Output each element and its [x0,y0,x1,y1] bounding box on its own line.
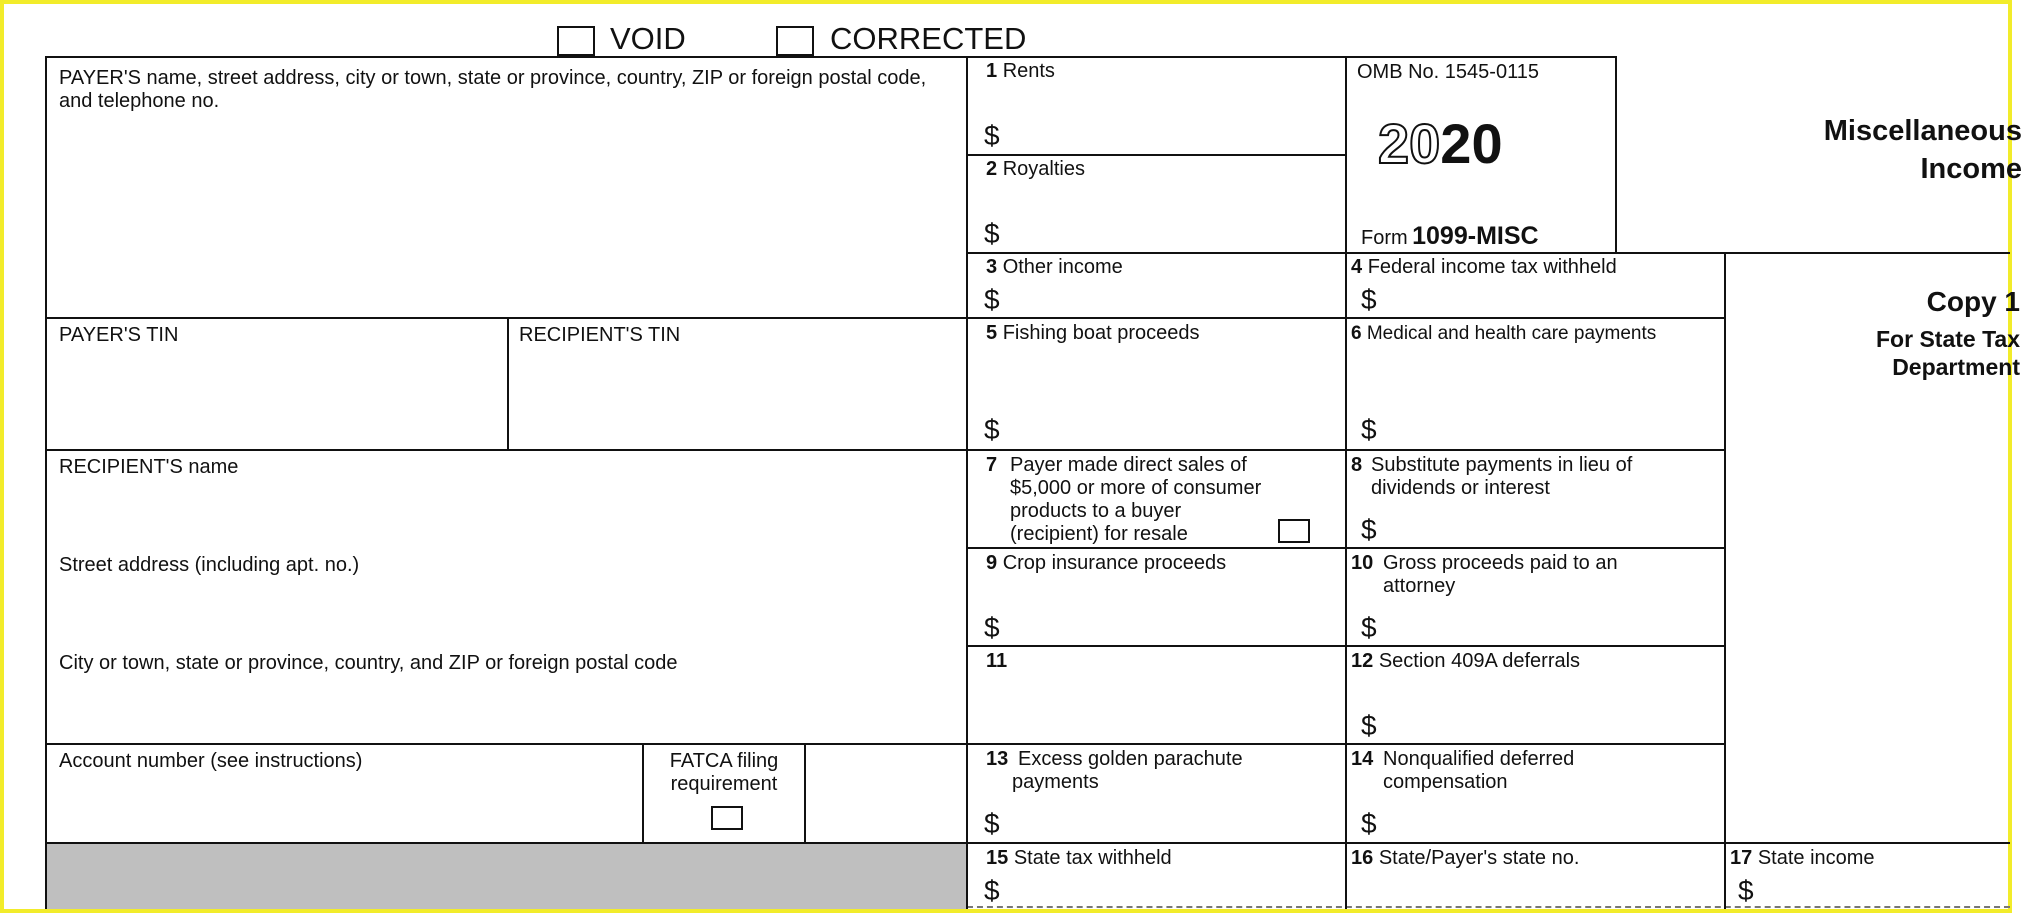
box-10-dollar: $ [1361,612,1377,643]
recipient-name-label: RECIPIENT'S name [59,456,239,478]
rule [1615,56,1617,254]
box-15-label: 15 State tax withheld [986,847,1172,869]
rule [45,842,2010,844]
box-9-dollar: $ [984,612,1000,643]
fatca-label [649,750,799,796]
box-1-label: 1 Rents [986,60,1055,82]
box-3-label: 3 Other income [986,256,1123,278]
box-7-line3: products to a buyer [1010,500,1182,522]
rule [804,743,806,844]
rule [507,317,509,451]
box-12-label: 12 Section 409A deferrals [1351,650,1581,672]
box-15-dollar: $ [984,875,1000,906]
box-13-label: 13 Excess golden parachute [986,748,1243,770]
rule [45,317,1725,319]
box-14-label: 14 Nonqualified deferred [1351,748,1575,770]
box-8-label: 8 Substitute payments in lieu of [1351,454,1633,476]
form-title-line2: Income [1920,153,2022,185]
box-4-dollar: $ [1361,284,1377,315]
box-12-dollar: $ [1361,710,1377,741]
tax-year [1378,114,1503,174]
box-2-dollar: $ [984,218,1000,249]
fatca-checkbox[interactable] [711,806,743,830]
payer-tin-label: PAYER'S TIN [59,324,179,346]
box-6-label: 6 Medical and health care payments [1351,323,1657,344]
box-9-label: 9 Crop insurance proceeds [986,552,1227,574]
copy-line1: For State Tax [1876,326,2020,352]
street-address-label: Street address (including apt. no.) [59,554,360,576]
payer-name-label: PAYER'S name, street address, city or town, state or province, country, ZIP or foreign postal code, and telephone no. [59,67,927,112]
void-checkbox[interactable] [557,26,595,56]
city-state-zip-label: City or town, state or province, country, and ZIP or foreign postal code [59,652,678,674]
box-3-dollar: $ [984,284,1000,315]
form-number: Form 1099-MISC [1361,222,1539,250]
rule [45,56,47,909]
corrected-checkbox[interactable] [776,26,814,56]
rule [45,743,1725,745]
box-7-line4: (recipient) for resale [1010,523,1188,545]
shaded-area [45,844,967,909]
box-10-label: 10 Gross proceeds paid to an [1351,552,1618,574]
box-6-dollar: $ [1361,414,1377,445]
box-8-dollar: $ [1361,514,1377,545]
rule [967,154,1345,156]
void-label: VOID [610,21,686,56]
form-1099-misc [4,4,2022,909]
rule [45,449,1725,451]
box-7-label: 7 Payer made direct sales of [986,454,1247,476]
box-13-line2: payments [1012,771,1099,793]
box-5-label: 5 Fishing boat proceeds [986,322,1200,344]
omb-number: OMB No. 1545-0115 [1357,61,1539,83]
rule [642,743,644,844]
box-11-label: 11 [986,650,1008,672]
box-14-dollar: $ [1361,808,1377,839]
box-7-line2: $5,000 or more of consumer [1010,477,1262,499]
box-17-dollar: $ [1738,875,1754,906]
tax-year-outline: 20 [1378,112,1441,175]
box-10-line2: attorney [1383,575,1456,597]
recipient-tin-label: RECIPIENT'S TIN [519,324,681,346]
dashed-rule [967,906,2010,908]
rule [966,56,968,909]
account-number-label: Account number (see instructions) [59,750,363,772]
box-14-line2: compensation [1383,771,1508,793]
rule [45,56,1617,58]
box-5-dollar: $ [984,414,1000,445]
fatca-label-line2: requirement [670,773,778,795]
box-8-line2: dividends or interest [1371,477,1550,499]
box-17-label: 17 State income [1730,847,1875,869]
box-2-label: 2 Royalties [986,158,1085,180]
box-7-checkbox[interactable] [1278,519,1310,543]
form-title-line1: Miscellaneous [1823,115,2022,147]
rule [1345,56,1347,909]
copy-heading: Copy 1 [1926,286,2020,317]
copy-line2: Department [1892,354,2020,380]
box-1-dollar: $ [984,120,1000,151]
box-4-label: 4 Federal income tax withheld [1351,256,1617,278]
tax-year-bold: 20 [1440,112,1503,175]
rule [967,252,2010,254]
corrected-label: CORRECTED [830,21,1027,56]
box-13-dollar: $ [984,808,1000,839]
rule [1724,252,1726,909]
fatca-label-line1: FATCA filing [669,750,779,772]
box-16-label: 16 State/Payer's state no. [1351,847,1580,869]
